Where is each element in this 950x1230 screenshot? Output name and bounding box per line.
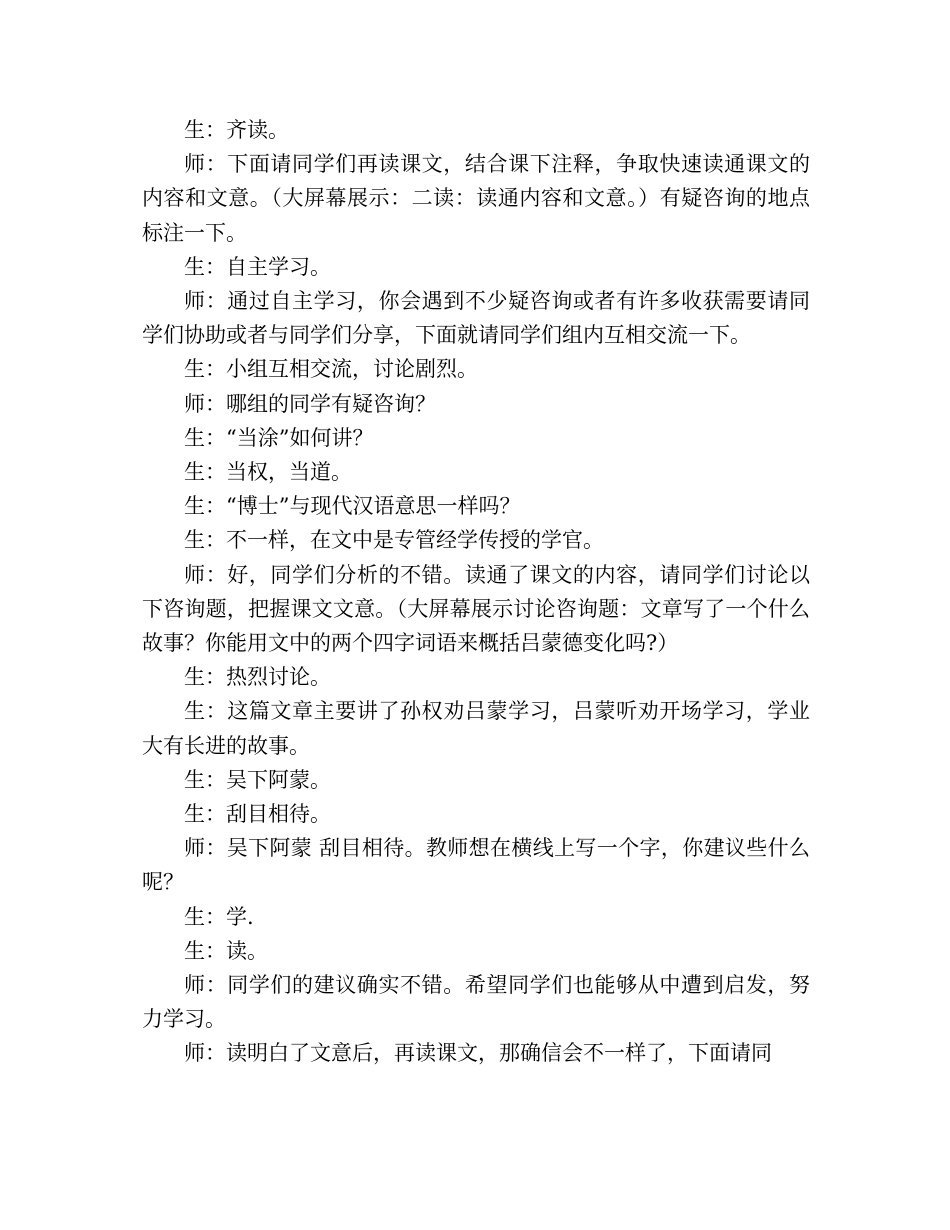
paragraph: 师：好，同学们分析的不错。读通了课文的内容，请同学们讨论以下咨询题，把握课文文意。（大屏幕展示讨论咨询题：文章写了一个什么故事？你能用文中的两个四字词语来概括吕蒙德变化吗?） bbox=[142, 562, 810, 656]
paragraph: 生：当权，当道。 bbox=[184, 460, 352, 485]
document-body bbox=[142, 113, 810, 1071]
paragraph: 师：读明白了文意后，再读课文，那确信会不一样了，下面请同 bbox=[184, 1041, 772, 1066]
paragraph: 生：学. bbox=[184, 904, 254, 929]
paragraph: 生：小组互相交流，讨论剧烈。 bbox=[184, 357, 478, 382]
paragraph: 生：刮目相待。 bbox=[184, 802, 331, 827]
paragraph: 生：这篇文章主要讲了孙权劝吕蒙学习，吕蒙听劝开场学习，学业大有长进的故事。 bbox=[142, 699, 810, 758]
paragraph: 生：“博士”与现代汉语意思一样吗？ bbox=[184, 494, 521, 519]
paragraph: 生：自主学习。 bbox=[184, 254, 331, 279]
paragraph: 师：同学们的建议确实不错。希望同学们也能够从中遭到启发，努力学习。 bbox=[142, 973, 810, 1032]
paragraph: 生：吴下阿蒙。 bbox=[184, 767, 331, 792]
paragraph: 生：不一样，在文中是专管经学传授的学官。 bbox=[184, 528, 604, 553]
paragraph: 生：热烈讨论。 bbox=[184, 665, 331, 690]
paragraph: 师：下面请同学们再读课文，结合课下注释，争取快速读通课文的内容和文意。（大屏幕展示：二读：读通内容和文意。）有疑咨询的地点标注一下。 bbox=[142, 152, 810, 245]
paragraph: 师：吴下阿蒙 刮目相待。教师想在横线上写一个字，你建议些什么呢？ bbox=[142, 836, 810, 895]
paragraph: 师：哪组的同学有疑咨询？ bbox=[184, 391, 436, 416]
paragraph: 师：通过自主学习，你会遇到不少疑咨询或者有许多收获需要请同学们协助或者与同学们分享，下面就请同学们组内互相交流一下。 bbox=[142, 289, 810, 348]
paragraph: 生：“当涂”如何讲？ bbox=[184, 425, 374, 450]
paragraph: 生：读。 bbox=[184, 938, 268, 963]
paragraph: 生：齐读。 bbox=[184, 118, 289, 142]
